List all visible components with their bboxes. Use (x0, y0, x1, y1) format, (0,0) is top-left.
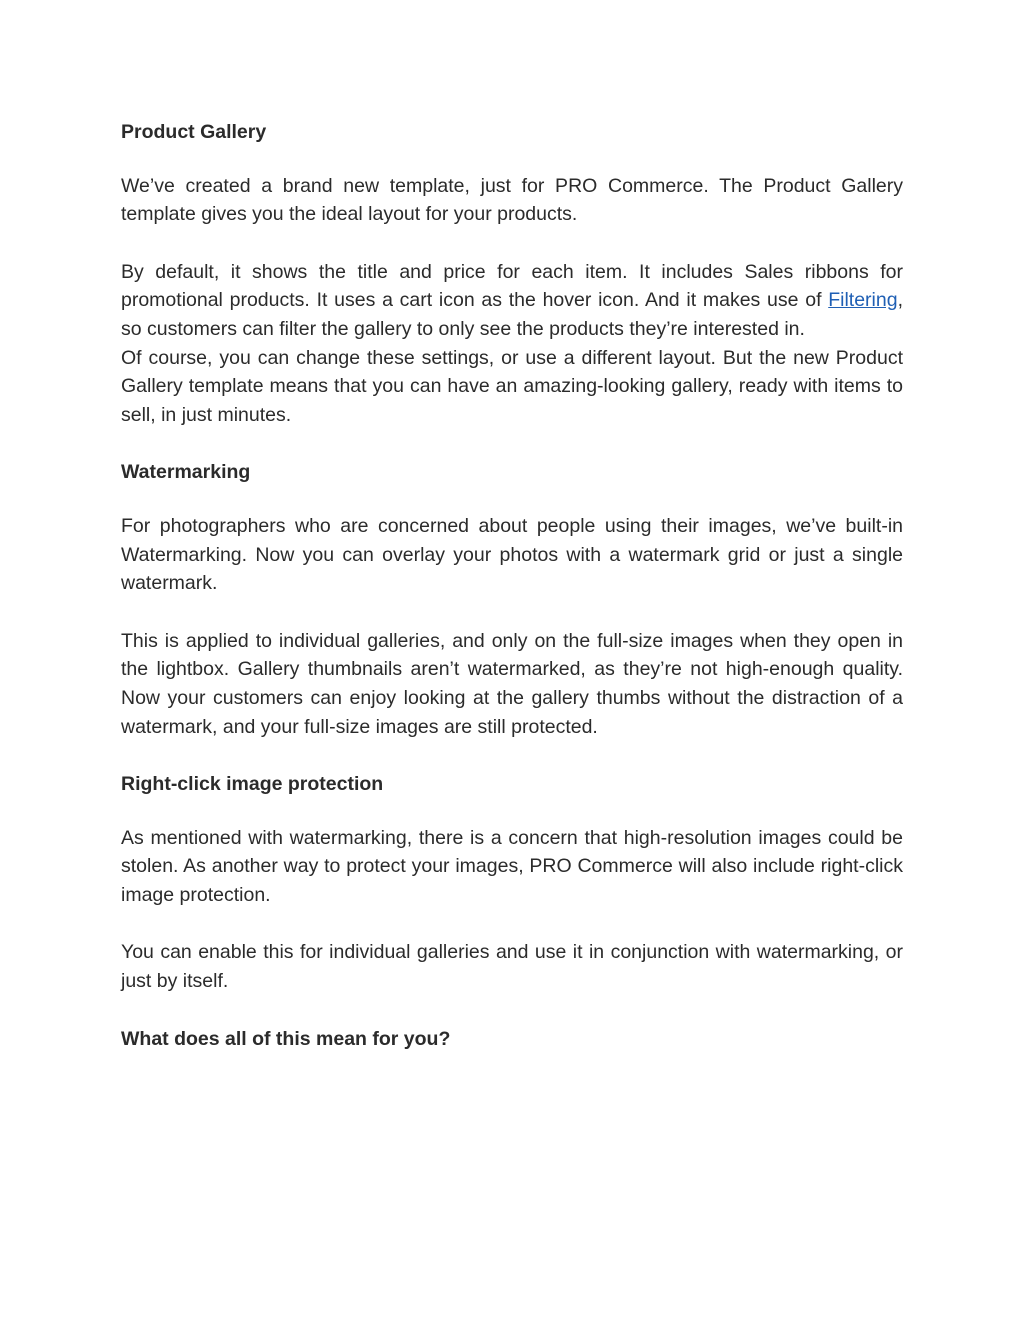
paragraph: For photographers who are concerned about people using their images, we’ve built-in Watermarking. Now you can overlay your photos with a watermark grid or just a single watermark. (121, 514, 903, 595)
document-body (121, 118, 903, 1078)
paragraph: Of course, you can change these settings, or use a different layout. But the new Product Gallery template means that you can have an amazing-looking gallery, ready with items to sell, in just minutes. (121, 346, 903, 426)
paragraph: This is applied to individual galleries, and only on the full-size images when they open in the lightbox. Gallery thumbnails aren’t watermarked, as they’re not high-enough quality. Now your customers can enjoy looking at the gallery thumbs without the distraction of a watermark, and your full-size images are still protected. (121, 629, 903, 738)
section-heading-watermarking: Watermarking (121, 461, 251, 484)
paragraph: As mentioned with watermarking, there is a concern that high-resolution images could be stolen. As another way to protect your images, PRO Commerce will also include right-click image protection. (121, 826, 903, 906)
paragraph-text: By default, it shows the title and price for each item. It includes Sales ribbons for promotional products. It uses a cart icon as the hover icon. And it makes use of (121, 260, 903, 312)
paragraph: We’ve created a brand new template, just for PRO Commerce. The Product Gallery template gives you the ideal layout for your products. (121, 174, 903, 226)
section-heading-what-does-this-mean: What does all of this mean for you? (121, 1027, 451, 1050)
paragraph: You can enable this for individual galleries and use it in conjunction with watermarking, or just by itself. (121, 941, 903, 993)
section-heading-product-gallery: Product Gallery (121, 121, 267, 143)
section-heading-right-click-protection: Right-click image protection (121, 773, 384, 796)
paragraph (121, 258, 903, 344)
paragraph-text: , so customers can filter the gallery to only see the products they’re interested in. (121, 289, 903, 340)
filtering-link[interactable]: Filtering (828, 289, 898, 312)
